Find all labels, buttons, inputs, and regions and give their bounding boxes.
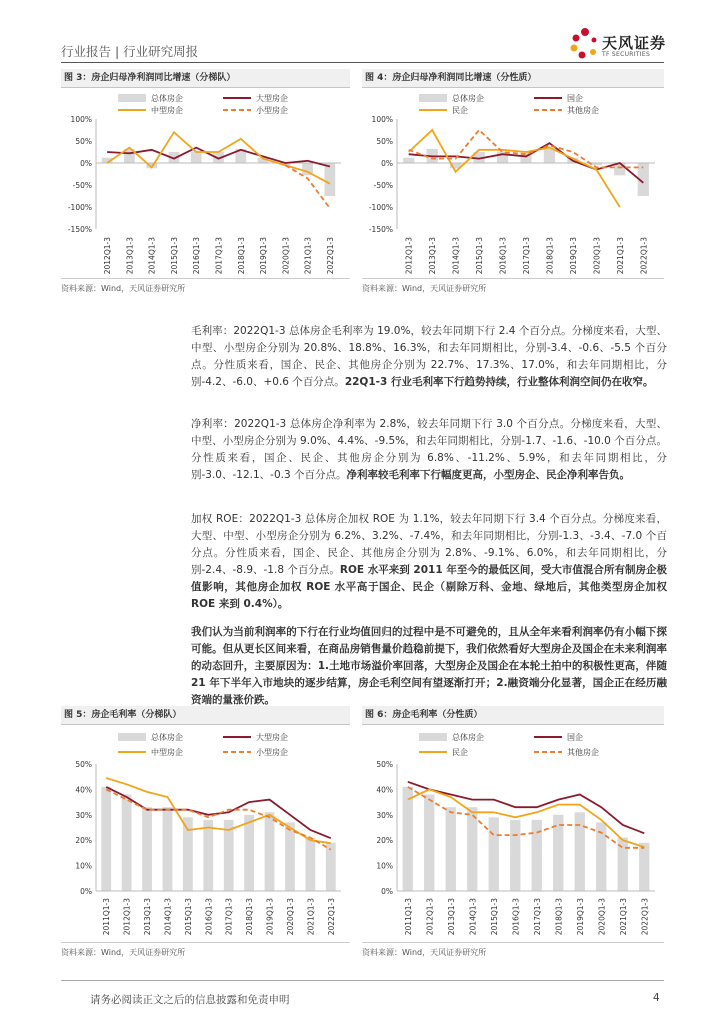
paragraph-roe bbox=[191, 511, 667, 613]
legend-label: 民企 bbox=[452, 748, 468, 757]
x-tick-label: 2021Q1-3 bbox=[306, 898, 316, 936]
legend-label: 总体房企 bbox=[452, 94, 484, 103]
x-tick-label: 2013Q1-3 bbox=[125, 237, 135, 275]
legend-label: 民企 bbox=[452, 106, 468, 115]
paragraph-conclusion: 22Q1-3 行业毛利率下行趋势持续，行业整体利润空间仍在收窄。 bbox=[344, 376, 654, 388]
x-tick-label: 2015Q1-3 bbox=[183, 898, 193, 936]
figure-source: 资料来源：Wind，天风证券研究所 bbox=[61, 284, 186, 293]
figure-5 bbox=[61, 706, 350, 966]
legend-label: 总体房企 bbox=[151, 94, 183, 103]
legend-swatch-bar bbox=[419, 94, 447, 102]
y-tick-label: 30% bbox=[376, 810, 393, 820]
y-tick-label: 100% bbox=[70, 115, 92, 124]
x-tick-label: 2015Q1-3 bbox=[489, 898, 499, 936]
series-line bbox=[409, 130, 620, 207]
bar-total bbox=[305, 838, 315, 891]
y-tick-label: -100% bbox=[368, 203, 393, 212]
legend-label: 总体房企 bbox=[452, 733, 484, 742]
x-tick-label: 2020Q1-3 bbox=[592, 237, 602, 275]
chart-fig4 bbox=[362, 89, 664, 289]
chart-fig5 bbox=[61, 726, 350, 946]
bar-total bbox=[325, 163, 336, 196]
legend-swatch-bar bbox=[118, 94, 146, 102]
x-tick-label: 2022Q1-3 bbox=[640, 898, 650, 936]
y-tick-label: -150% bbox=[67, 225, 92, 234]
figure-3 bbox=[61, 69, 350, 299]
legend-label: 总体房企 bbox=[151, 733, 183, 742]
paragraph-text: 2022Q1-3 总体房企净利率为 2.8%，较去年同期下行 3.0 个百分点。分梯度来看，大型、中型、小型房企分别为 9.0%、4.4%、-9.5%，和去年同期相比，分别-1.7、-1.6、-10.0 个百分点。分性质来看，国企、民企、其他房企分别为 6.8%、-11.2%、5.9%，和去年同期相比，分别-3.0、-12.1、-0.3 个百分点。 bbox=[191, 418, 668, 481]
paragraph-lead: 毛利率： bbox=[191, 325, 234, 337]
bar-total bbox=[285, 822, 295, 891]
figure-title: 图 4：房企归母净利润同比增速（分性质） bbox=[362, 69, 664, 87]
legend-label: 中型房企 bbox=[151, 106, 183, 115]
x-tick-label: 2022Q1-3 bbox=[325, 237, 335, 275]
bar-total bbox=[489, 817, 499, 891]
figure-source: 资料来源：Wind，天风证券研究所 bbox=[61, 948, 186, 957]
x-tick-label: 2013Q1-3 bbox=[428, 237, 438, 275]
bar-total bbox=[163, 807, 173, 891]
bar-total bbox=[101, 787, 111, 891]
bar-total bbox=[265, 812, 275, 891]
y-tick-label: -50% bbox=[373, 181, 393, 190]
paragraph-lead: 净利率： bbox=[191, 418, 235, 430]
x-tick-label: 2022Q1-3 bbox=[326, 898, 336, 936]
bar-total bbox=[510, 820, 520, 891]
x-tick-label: 2017Q1-3 bbox=[522, 237, 531, 275]
x-tick-label: 2016Q1-3 bbox=[511, 898, 521, 936]
x-tick-label: 2011Q1-3 bbox=[102, 898, 112, 936]
figure-title: 图 5：房企毛利率（分梯队） bbox=[61, 706, 350, 724]
y-tick-label: 50% bbox=[75, 137, 92, 146]
y-tick-label: 30% bbox=[75, 810, 92, 820]
legend-label: 国企 bbox=[567, 94, 583, 103]
figure-bottom-line bbox=[61, 278, 350, 279]
x-tick-label: 2016Q1-3 bbox=[204, 898, 214, 936]
figure-title: 图 6：房企毛利率（分性质） bbox=[362, 706, 664, 724]
paragraph-conclusion: 我们认为当前利润率的下行在行业均值回归的过程中是不可避免的，且从全年来看利润率仍有小幅下探可能。但从更长区间来看，在商品房销售量价趋稳前提下，我们依然看好大型房企及国企在未来利润率的动态回升，主要原因为：1.土地市场溢价率回落，大型房企及国企在本轮土拍中的积极性更高，伴随 21 年下半年入市地块的逐步结算，房企毛利空间有望逐渐打开；2.融资端分化显著，国企正在经历融资端的量涨价跌。 bbox=[191, 626, 667, 706]
y-tick-label: 50% bbox=[75, 760, 92, 769]
legend-label: 大型房企 bbox=[256, 733, 288, 742]
bar-total bbox=[544, 149, 555, 163]
y-tick-label: 10% bbox=[376, 861, 393, 871]
x-tick-label: 2018Q1-3 bbox=[554, 898, 564, 936]
footer-disclaimer: 请务必阅读正文之后的信息披露和免责申明 bbox=[90, 994, 290, 1006]
series-line bbox=[106, 787, 331, 838]
bar-total bbox=[326, 843, 336, 891]
y-tick-label: 40% bbox=[75, 785, 92, 795]
footer-divider bbox=[61, 980, 664, 981]
figure-title: 图 3：房企归母净利润同比增速（分梯队） bbox=[61, 69, 350, 87]
x-tick-label: 2020Q1-3 bbox=[281, 237, 291, 275]
y-tick-label: 0% bbox=[381, 887, 393, 896]
x-tick-label: 2022Q1-3 bbox=[639, 237, 649, 275]
y-tick-label: 100% bbox=[371, 115, 393, 124]
x-tick-label: 2014Q1-3 bbox=[163, 898, 173, 936]
x-tick-label: 2014Q1-3 bbox=[147, 237, 157, 275]
legend-label: 大型房企 bbox=[256, 94, 288, 103]
x-tick-label: 2019Q1-3 bbox=[575, 898, 585, 936]
legend-label: 小型房企 bbox=[256, 748, 288, 757]
y-tick-label: 50% bbox=[376, 760, 393, 769]
bar-total bbox=[424, 794, 434, 891]
figure-title-underline bbox=[61, 87, 350, 88]
x-tick-label: 2018Q1-3 bbox=[245, 898, 255, 936]
y-tick-label: 20% bbox=[376, 836, 393, 846]
x-tick-label: 2021Q1-3 bbox=[303, 237, 313, 275]
figure-bottom-line bbox=[61, 942, 350, 943]
logo-english-name: TF SECURITIES bbox=[602, 51, 651, 58]
figure-title-underline bbox=[362, 724, 664, 725]
y-tick-label: 0% bbox=[80, 887, 92, 896]
paragraph-text: 2022Q1-3 总体房企加权 ROE 为 1.1%，较去年同期下行 3.4 个百分点。分梯度来看，大型、中型、小型房企分别为 6.2%、3.2%、-7.4%，和去年同期相比，分别-1.3、-3.4、-7.0 个百分点。分性质来看，国企、民企、其他房企分别为 2.8%、-9.1%、6.0%，和去年同期相比，分别-2.4、-8.9、-1.8 个百分点。 bbox=[191, 513, 667, 576]
y-tick-label: 10% bbox=[75, 861, 92, 871]
paragraph-net-margin bbox=[191, 416, 667, 484]
legend-label: 其他房企 bbox=[567, 106, 599, 115]
x-tick-label: 2014Q1-3 bbox=[451, 237, 461, 275]
bar-total bbox=[122, 794, 132, 891]
x-tick-label: 2016Q1-3 bbox=[498, 237, 508, 275]
y-tick-label: 0% bbox=[80, 159, 92, 168]
x-tick-label: 2012Q1-3 bbox=[122, 898, 132, 936]
x-tick-label: 2021Q1-3 bbox=[615, 237, 625, 275]
bar-total bbox=[403, 158, 414, 163]
x-tick-label: 2017Q1-3 bbox=[214, 237, 224, 275]
paragraph-lead: 加权 ROE： bbox=[191, 513, 250, 525]
legend-swatch-bar bbox=[419, 733, 447, 741]
y-tick-label: 50% bbox=[376, 137, 393, 146]
x-tick-label: 2019Q1-3 bbox=[265, 898, 275, 936]
figure-bottom-line bbox=[362, 278, 664, 279]
chart-fig3 bbox=[61, 89, 350, 289]
bar-total bbox=[203, 820, 213, 891]
x-tick-label: 2020Q1-3 bbox=[597, 898, 607, 936]
legend-label: 中型房企 bbox=[151, 748, 183, 757]
page-number: 4 bbox=[653, 992, 660, 1004]
x-tick-label: 2018Q1-3 bbox=[236, 237, 246, 275]
legend-label: 小型房企 bbox=[256, 106, 288, 115]
figure-4 bbox=[362, 69, 664, 299]
figure-source: 资料来源：Wind，天风证券研究所 bbox=[362, 284, 487, 293]
legend-label: 国企 bbox=[567, 733, 583, 742]
bar-total bbox=[244, 815, 254, 891]
logo-name: 天风证券 bbox=[602, 34, 667, 52]
paragraph-conclusion: 净利率较毛利率下行幅度更高，小型房企、民企净利率告负。 bbox=[346, 469, 630, 481]
figure-bottom-line bbox=[362, 942, 664, 943]
x-tick-label: 2017Q1-3 bbox=[532, 898, 542, 936]
bar-total bbox=[191, 152, 202, 163]
chart-fig6 bbox=[362, 726, 664, 946]
x-tick-label: 2017Q1-3 bbox=[224, 898, 234, 936]
x-tick-label: 2012Q1-3 bbox=[404, 237, 414, 275]
x-tick-label: 2014Q1-3 bbox=[468, 898, 478, 936]
paragraph-text: 2022Q1-3 总体房企毛利率为 19.0%，较去年同期下行 2.4 个百分点。分梯度来看，大型、中型、小型房企分别为 20.8%、18.8%、16.3%，和去年同期相比，分别-3.4、-0.6、-5.5 个百分点。分性质来看，国企、民企、其他房企分别为 22.7%、17.3%、17.0%，和去年同期相比，分别-4.2、-6.0、+0.6 个百分点。 bbox=[191, 325, 668, 388]
y-tick-label: 0% bbox=[381, 159, 393, 168]
figure-source: 资料来源：Wind，天风证券研究所 bbox=[362, 948, 487, 957]
x-tick-label: 2013Q1-3 bbox=[143, 898, 153, 936]
y-tick-label: 40% bbox=[376, 785, 393, 795]
x-tick-label: 2015Q1-3 bbox=[169, 237, 179, 275]
figure-title-underline bbox=[61, 724, 350, 725]
bar-total bbox=[467, 807, 477, 891]
x-tick-label: 2015Q1-3 bbox=[475, 237, 485, 275]
x-tick-label: 2016Q1-3 bbox=[192, 237, 202, 275]
paragraph-gross-margin bbox=[191, 323, 667, 391]
report-header-title: 行业报告 | 行业研究周报 bbox=[61, 44, 199, 59]
x-tick-label: 2013Q1-3 bbox=[446, 898, 456, 936]
bar-total bbox=[575, 812, 585, 891]
bar-total bbox=[403, 787, 413, 891]
bar-total bbox=[446, 807, 456, 891]
figure-title-underline bbox=[362, 87, 664, 88]
x-tick-label: 2019Q1-3 bbox=[259, 237, 269, 275]
bar-total bbox=[142, 807, 152, 891]
x-tick-label: 2012Q1-3 bbox=[103, 237, 113, 275]
bar-total bbox=[639, 843, 649, 891]
y-tick-label: -100% bbox=[67, 203, 92, 212]
x-tick-label: 2012Q1-3 bbox=[425, 898, 435, 936]
y-tick-label: -50% bbox=[72, 181, 92, 190]
y-tick-label: -150% bbox=[368, 225, 393, 234]
x-tick-label: 2020Q1-3 bbox=[285, 898, 295, 936]
legend-swatch-bar bbox=[118, 733, 146, 741]
x-tick-label: 2011Q1-3 bbox=[403, 898, 413, 936]
x-tick-label: 2018Q1-3 bbox=[545, 237, 555, 275]
series-line bbox=[408, 787, 645, 848]
paragraph-conclusion: ROE 水平来到 2011 年至今的最低区间，受大市值混合所有制房企极值影响，其他房企加权 ROE 水平高于国企、民企（剔除万科、金地、绿地后，其他类型房企加权 ROE 来到 0.4%）。 bbox=[191, 564, 667, 610]
x-tick-label: 2021Q1-3 bbox=[618, 898, 628, 936]
figure-6 bbox=[362, 706, 664, 966]
y-tick-label: 20% bbox=[75, 836, 92, 846]
x-tick-label: 2019Q1-3 bbox=[568, 237, 578, 275]
legend-label: 其他房企 bbox=[567, 748, 599, 757]
paragraph-outlook bbox=[191, 624, 667, 709]
